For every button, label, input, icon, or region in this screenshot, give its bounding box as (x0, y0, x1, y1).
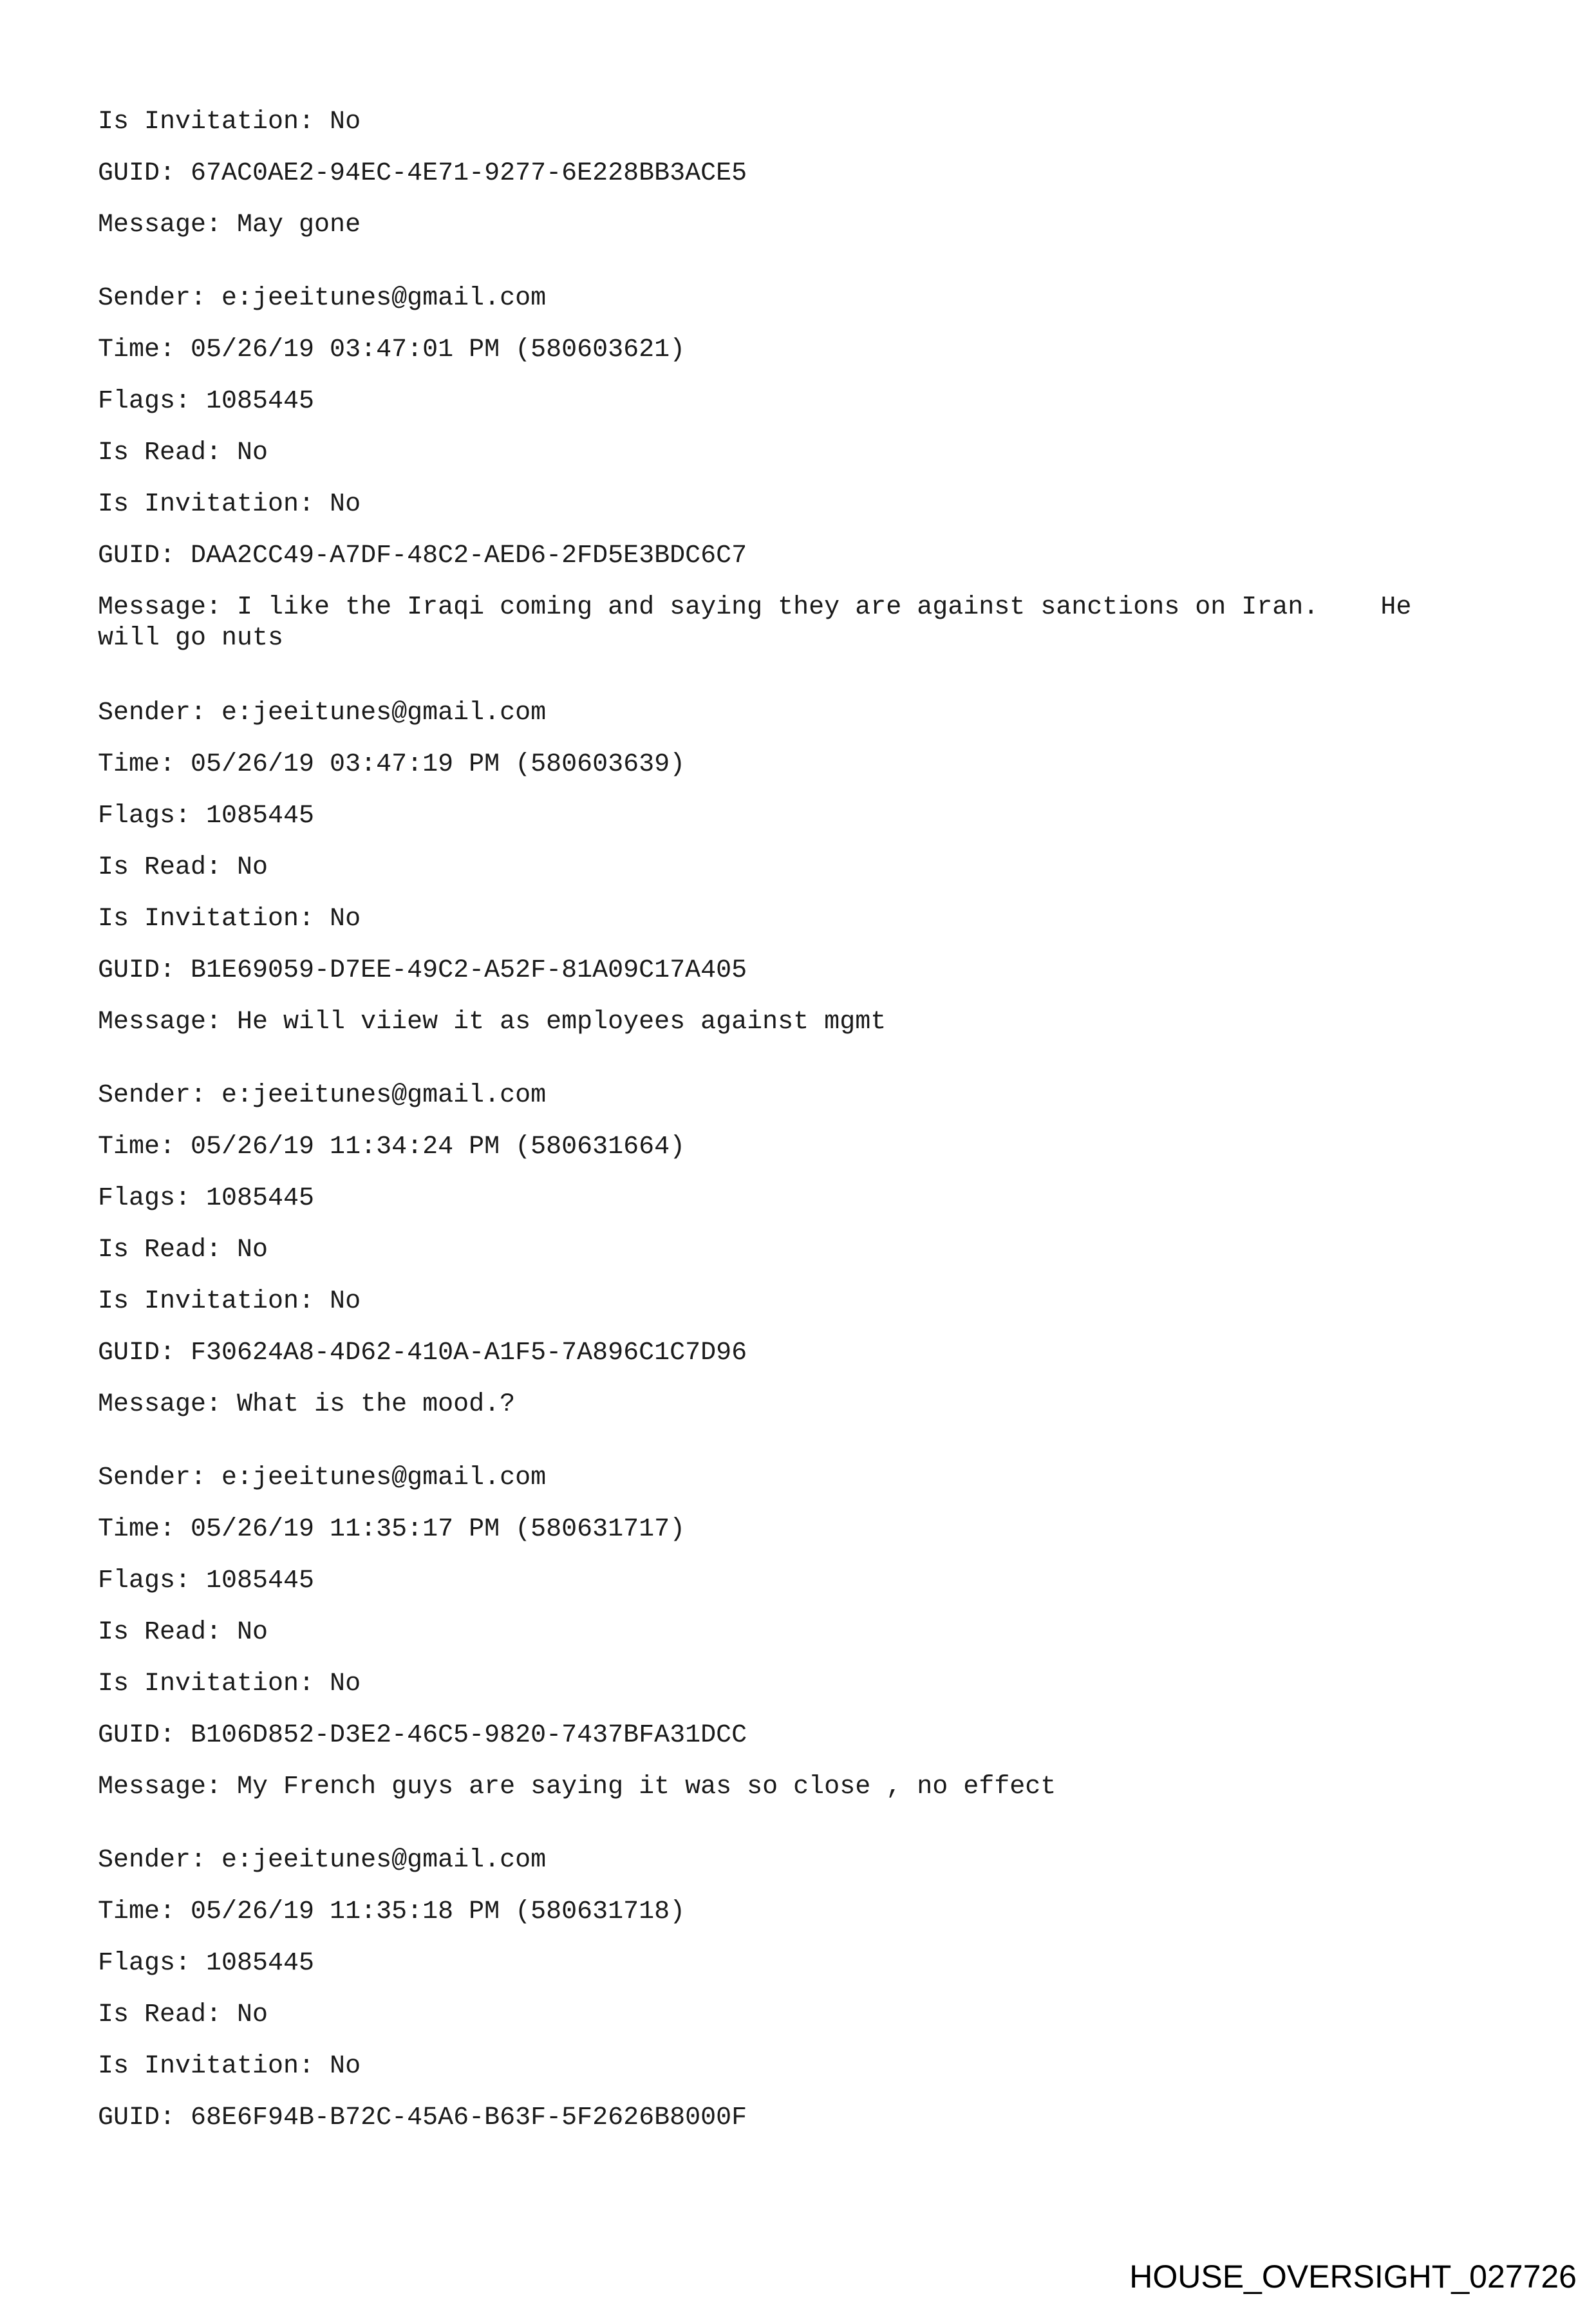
field-message: Message: May gone (98, 211, 361, 240)
field-guid: GUID: B106D852-D3E2-46C5-9820-7437BFA31DCC (98, 1721, 747, 1750)
field-is-invitation: Is Invitation: No (98, 2052, 361, 2081)
field-message: Message: My French guys are saying it was so close , no effect (98, 1772, 1056, 1801)
field-time: Time: 05/26/19 11:35:17 PM (580631717) (98, 1515, 686, 1544)
field-time: Time: 05/26/19 11:35:18 PM (580631718) (98, 1897, 686, 1926)
field-flags: Flags: 1085445 (98, 387, 315, 416)
field-time: Time: 05/26/19 03:47:01 PM (580603621) (98, 335, 686, 364)
field-guid: GUID: 68E6F94B-B72C-45A6-B63F-5F2626B8000F (98, 2103, 747, 2132)
field-guid: GUID: 67AC0AE2-94EC-4E71-9277-6E228BB3ACE5 (98, 159, 747, 188)
field-is-invitation: Is Invitation: No (98, 108, 361, 136)
field-flags: Flags: 1085445 (98, 1184, 315, 1213)
field-time: Time: 05/26/19 11:34:24 PM (580631664) (98, 1133, 686, 1161)
field-is-read: Is Read: No (98, 1236, 268, 1264)
field-message: Message: He will viiew it as employees against mgmt (98, 1008, 887, 1037)
field-sender: Sender: e:jeeitunes@gmail.com (98, 1081, 547, 1110)
field-message: Message: What is the mood.? (98, 1390, 516, 1419)
field-sender: Sender: e:jeeitunes@gmail.com (98, 1463, 547, 1492)
bates-number: HOUSE_OVERSIGHT_027726 (1129, 2259, 1577, 2295)
field-flags: Flags: 1085445 (98, 1949, 315, 1978)
field-is-read: Is Read: No (98, 2000, 268, 2029)
field-guid: GUID: DAA2CC49-A7DF-48C2-AED6-2FD5E3BDC6C7 (98, 541, 747, 570)
field-sender: Sender: e:jeeitunes@gmail.com (98, 284, 547, 313)
field-is-invitation: Is Invitation: No (98, 1287, 361, 1316)
field-flags: Flags: 1085445 (98, 1566, 315, 1595)
field-is-read: Is Read: No (98, 853, 268, 882)
field-is-read: Is Read: No (98, 438, 268, 467)
field-guid: GUID: F30624A8-4D62-410A-A1F5-7A896C1C7D96 (98, 1339, 747, 1368)
field-message: Message: I like the Iraqi coming and saying they are against sanctions on Iran. He will go nuts (98, 593, 1412, 653)
field-time: Time: 05/26/19 03:47:19 PM (580603639) (98, 750, 686, 779)
field-is-invitation: Is Invitation: No (98, 490, 361, 519)
field-is-invitation: Is Invitation: No (98, 1669, 361, 1698)
field-sender: Sender: e:jeeitunes@gmail.com (98, 699, 547, 728)
field-guid: GUID: B1E69059-D7EE-49C2-A52F-81A09C17A405 (98, 956, 747, 985)
field-is-read: Is Read: No (98, 1618, 268, 1647)
field-flags: Flags: 1085445 (98, 802, 315, 831)
field-sender: Sender: e:jeeitunes@gmail.com (98, 1846, 547, 1875)
field-is-invitation: Is Invitation: No (98, 905, 361, 934)
